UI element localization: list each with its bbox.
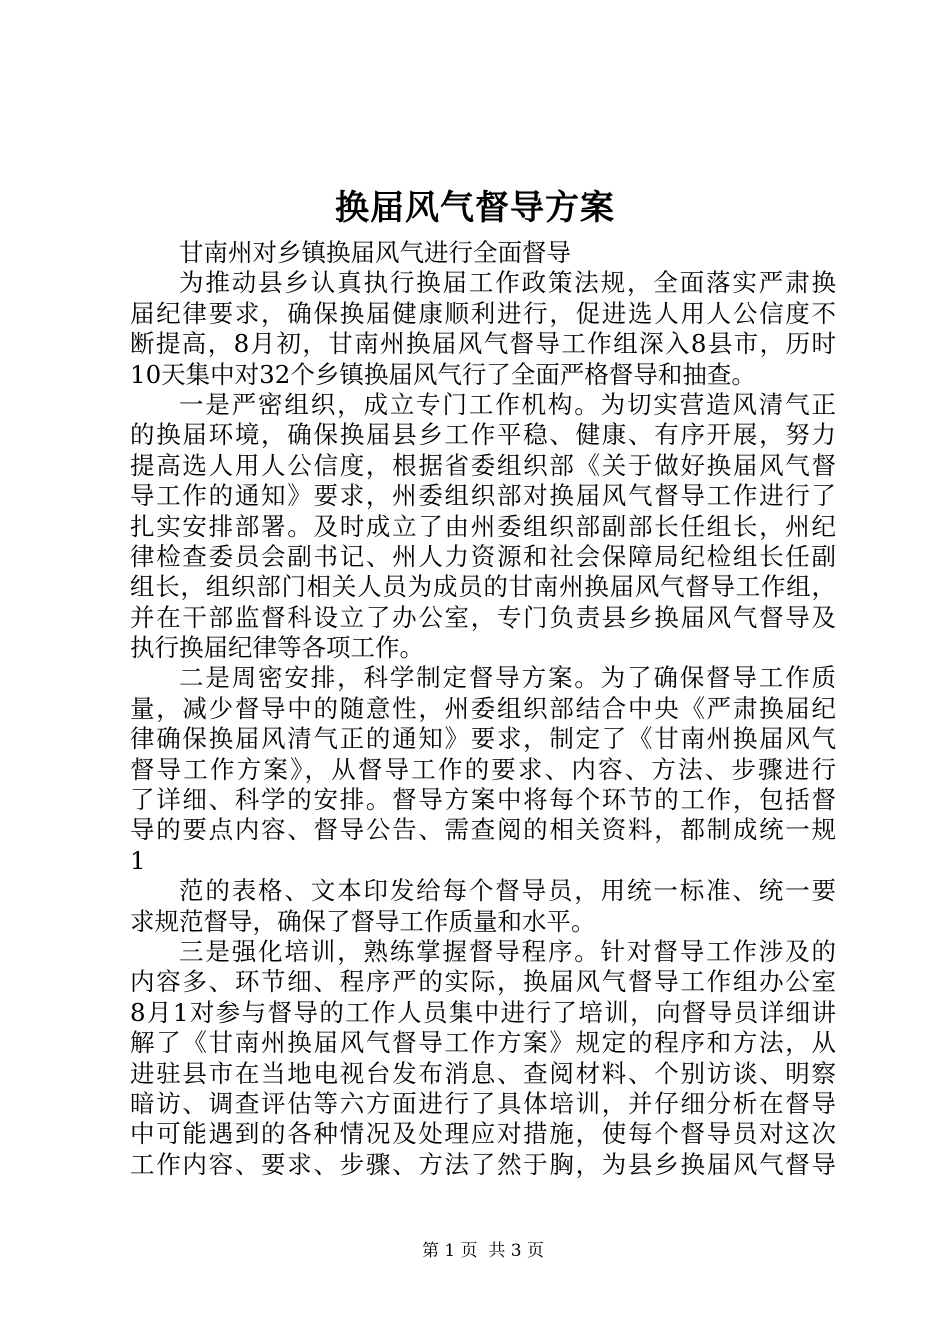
- text-line: 提高选人用人公信度，根据省委组织部《关于做好换届风气督: [130, 450, 836, 480]
- text-line: 扎实安排部署。及时成立了由州委组织部副部长任组长，州纪: [130, 511, 836, 541]
- text-line: 督导工作方案》，从督导工作的要求、内容、方法、步骤进行: [130, 754, 836, 784]
- text-line: 量，减少督导中的随意性，州委组织部结合中央《严肃换届纪: [130, 693, 836, 723]
- text-line: 一是严密组织，成立专门工作机构。为切实营造风清气正: [179, 389, 836, 419]
- text-line: 为推动县乡认真执行换届工作政策法规，全面落实严肃换: [179, 268, 836, 298]
- text-line: 导工作的通知》要求，州委组织部对换届风气督导工作进行了: [130, 481, 836, 511]
- text-line: 执行换届纪律等各项工作。: [130, 633, 424, 663]
- document-title: 换届风气督导方案: [335, 188, 615, 228]
- text-line: 导的要点内容、督导公告、需查阅的相关资料，都制成统一规: [130, 815, 836, 845]
- text-line: 求规范督导，确保了督导工作质量和水平。: [130, 906, 596, 936]
- text-line: 暗访、调查评估等六方面进行了具体培训，并仔细分析在督导: [130, 1088, 836, 1118]
- text-line: 中可能遇到的各种情况及处理应对措施，使每个督导员对这次: [130, 1119, 836, 1149]
- text-line: 了详细、科学的安排。督导方案中将每个环节的工作，包括督: [130, 785, 836, 815]
- text-line: 组长，组织部门相关人员为成员的甘南州换届风气督导工作组，: [130, 572, 836, 602]
- text-line: 范的表格、文本印发给每个督导员，用统一标准、统一要: [179, 876, 836, 906]
- text-line: 甘南州对乡镇换届风气进行全面督导: [179, 238, 571, 267]
- page-footer: [130, 1239, 836, 1263]
- text-line: 三是强化培训，熟练掌握督导程序。针对督导工作涉及的: [179, 936, 836, 966]
- inline-page-number: 1: [130, 845, 146, 875]
- page-number-label: 第 1 页 共 3 页: [421, 1241, 545, 1261]
- text-line: 届纪律要求，确保换届健康顺利进行，促进选人用人公信度不: [130, 298, 836, 328]
- text-line: 进驻县市在当地电视台发布消息、查阅材料、个别访谈、明察: [130, 1058, 836, 1088]
- text-line: 律检查委员会副书记、州人力资源和社会保障局纪检组长任副: [130, 541, 836, 571]
- text-line: 内容多、环节细、程序严的实际，换届风气督导工作组办公室: [130, 967, 836, 997]
- text-line: 律确保换届风清气正的通知》要求，制定了《甘南州换届风气: [130, 724, 836, 754]
- text-line: 工作内容、要求、步骤、方法了然于胸，为县乡换届风气督导: [130, 1149, 836, 1179]
- text-line: 二是周密安排，科学制定督导方案。为了确保督导工作质: [179, 663, 836, 693]
- text-line: 8月1对参与督导的工作人员集中进行了培训，向督导员详细讲: [130, 997, 836, 1027]
- text-line: 并在干部监督科设立了办公室，专门负责县乡换届风气督导及: [130, 602, 836, 632]
- text-line: 解了《甘南州换届风气督导工作方案》规定的程序和方法，从: [130, 1028, 836, 1058]
- text-line: 10天集中对32个乡镇换届风气行了全面严格督导和抽查。: [130, 359, 756, 389]
- document-body: [130, 238, 836, 1180]
- text-line: 的换届环境，确保换届县乡工作平稳、健康、有序开展，努力: [130, 420, 836, 450]
- text-line: 断提高，8月初，甘南州换届风气督导工作组深入8县市，历时: [130, 329, 836, 359]
